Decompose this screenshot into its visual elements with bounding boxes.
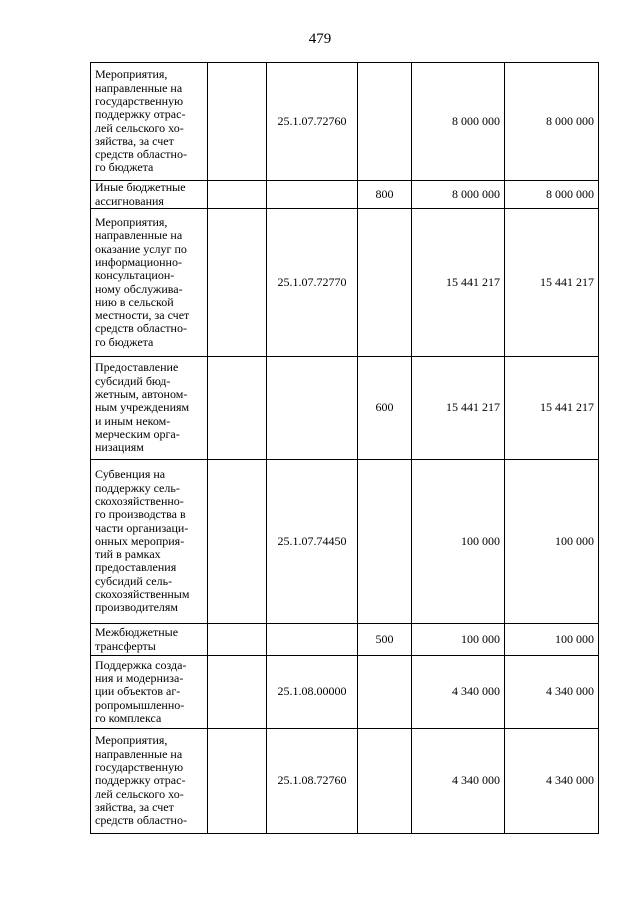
row-amount-2-cell: 100 000 — [505, 460, 599, 624]
row-expense-type-cell — [358, 63, 412, 181]
row-code-cell — [267, 181, 358, 209]
row-col2-cell — [208, 729, 267, 834]
row-code-cell: 25.1.08.72760 — [267, 729, 358, 834]
row-amount-1-cell: 8 000 000 — [412, 63, 505, 181]
row-code-cell: 25.1.08.00000 — [267, 656, 358, 729]
row-col2-cell — [208, 656, 267, 729]
row-code-cell: 25.1.07.72770 — [267, 209, 358, 357]
row-amount-2-cell: 4 340 000 — [505, 729, 599, 834]
row-col2-cell — [208, 209, 267, 357]
row-code-cell — [267, 357, 358, 460]
row-col2-cell — [208, 63, 267, 181]
row-expense-type-cell: 500 — [358, 624, 412, 656]
row-amount-1-cell: 15 441 217 — [412, 357, 505, 460]
table-row — [91, 729, 599, 834]
table-row — [91, 357, 599, 460]
row-code-cell: 25.1.07.72760 — [267, 63, 358, 181]
page-number: 479 — [308, 31, 332, 47]
row-name-cell: Субвенция на поддержку сель- скохозяйственно- го производства в части организаци- онных мероприя- тий в рамках предоставления субсидий сель- скохозяйственным производителям — [91, 460, 208, 624]
row-amount-2-cell: 8 000 000 — [505, 63, 599, 181]
row-expense-type-cell: 800 — [358, 181, 412, 209]
row-name-cell: Мероприятия, направленные на государственную поддержку отрас- лей сельского хо- зяйства, за счет средств областно- го бюджета — [91, 63, 208, 181]
budget-table — [90, 62, 599, 834]
row-name-cell: Мероприятия, направленные на государственную поддержку отрас- лей сельского хо- зяйства, за счет средств областно- — [91, 729, 208, 834]
row-expense-type-cell — [358, 729, 412, 834]
row-amount-1-cell: 15 441 217 — [412, 209, 505, 357]
row-col2-cell — [208, 460, 267, 624]
row-expense-type-cell — [358, 209, 412, 357]
row-amount-2-cell: 15 441 217 — [505, 357, 599, 460]
table-row — [91, 63, 599, 181]
row-name-cell: Поддержка созда- ния и модерниза- ции объектов аг- ропромышленно- го комплекса — [91, 656, 208, 729]
row-name-cell: Мероприятия, направленные на оказание услуг по информационно- консультацион- ному обслужива- нию в сельской местности, за счет средств областно- го бюджета — [91, 209, 208, 357]
row-code-cell: 25.1.07.74450 — [267, 460, 358, 624]
row-amount-1-cell: 100 000 — [412, 460, 505, 624]
row-amount-1-cell: 8 000 000 — [412, 181, 505, 209]
row-code-cell — [267, 624, 358, 656]
table-row — [91, 624, 599, 656]
table-row — [91, 656, 599, 729]
row-name-cell: Предоставление субсидий бюд- жетным, автоном- ным учреждениям и иным неком- мерческим орга- низациям — [91, 357, 208, 460]
row-expense-type-cell — [358, 460, 412, 624]
row-amount-1-cell: 4 340 000 — [412, 729, 505, 834]
table-row — [91, 181, 599, 209]
table-row — [91, 460, 599, 624]
budget-table-body — [91, 63, 599, 834]
row-amount-2-cell: 4 340 000 — [505, 656, 599, 729]
row-amount-2-cell: 8 000 000 — [505, 181, 599, 209]
row-name-cell: Межбюджетные трансферты — [91, 624, 208, 656]
row-amount-2-cell: 100 000 — [505, 624, 599, 656]
row-expense-type-cell — [358, 656, 412, 729]
row-amount-2-cell: 15 441 217 — [505, 209, 599, 357]
row-name-cell: Иные бюджетные ассигнования — [91, 181, 208, 209]
row-expense-type-cell: 600 — [358, 357, 412, 460]
row-col2-cell — [208, 624, 267, 656]
row-amount-1-cell: 4 340 000 — [412, 656, 505, 729]
table-row — [91, 209, 599, 357]
row-col2-cell — [208, 357, 267, 460]
row-amount-1-cell: 100 000 — [412, 624, 505, 656]
row-col2-cell — [208, 181, 267, 209]
